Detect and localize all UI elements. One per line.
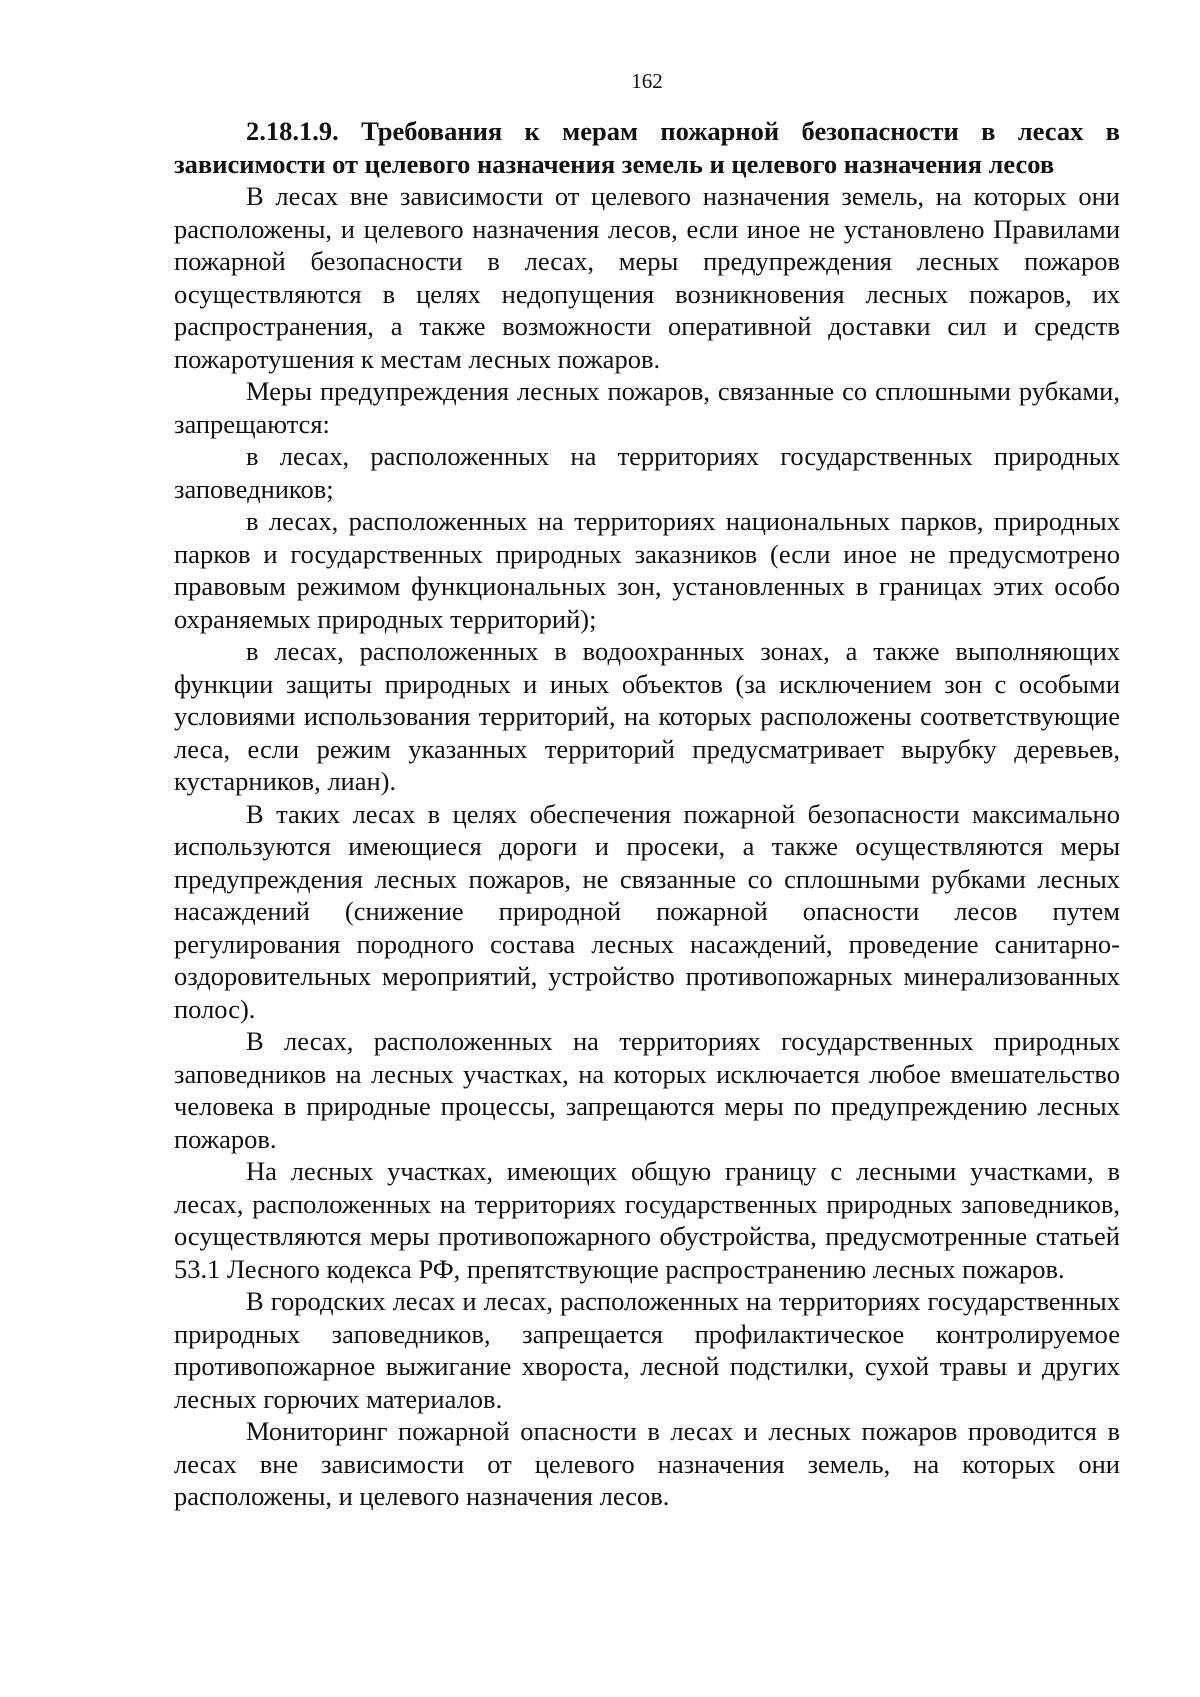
paragraph-4: В лесах, расположенных на территориях государственных природных заповедников на лесных участках, на которых исключается любое вмешательство человека в природные процессы, запрещаются меры по предупреждению лесных пожаров. [174,1026,1120,1154]
paragraph-2: Меры предупреждения лесных пожаров, связанные со сплошными рубками, запрещаются: [174,376,1120,439]
list-item-reserves: в лесах, расположенных на территориях государственных природных заповедников; [174,441,1120,504]
page-number: 162 [631,69,663,93]
section-heading: 2.18.1.9. Требования к мерам пожарной безопасности в лесах в зависимости от целевого назначения земель и целевого назначения лесов [174,116,1120,179]
paragraph-6: В городских лесах и лесах, расположенных на территориях государственных природных заповедников, запрещается профилактическое контролируемое противопожарное выжигание хвороста, лесной подстилки, сухой травы и других лесных горючих материалов. [174,1286,1120,1414]
paragraph-1: В лесах вне зависимости от целевого назначения земель, на которых они расположены, и целевого назначения лесов, если иное не установлено Правилами пожарной безопасности в лесах, меры предупреждения лесных пожаров осуществляются в целях недопущения возникновения лесных пожаров, их распространения, а также возможности оперативной доставки сил и средств пожаротушения к местам лесных пожаров. [174,181,1120,374]
document-body [174,115,1120,1513]
paragraph-7: Мониторинг пожарной опасности в лесах и лесных пожаров проводится в лесах вне зависимости от целевого назначения земель, на которых они расположены, и целевого назначения лесов. [174,1416,1120,1511]
document-page [174,0,1120,1697]
list-item-water-protection: в лесах, расположенных в водоохранных зонах, а также выполняющих функции защиты природных и иных объектов (за исключением зон с особыми условиями использования территорий, на которых расположены соответствующие леса, если режим указанных территорий предусматривает вырубку деревьев, кустарников, лиан). [174,636,1120,796]
list-item-national-parks: в лесах, расположенных на территориях национальных парков, природных парков и государственных природных заказников (если иное не предусмотрено правовым режимом функциональных зон, установленных в границах этих особо охраняемых природных территорий); [174,506,1120,634]
paragraph-3: В таких лесах в целях обеспечения пожарной безопасности максимально используются имеющиеся дороги и просеки, а также осуществляются меры предупреждения лесных пожаров, не связанные со сплошными рубками лесных насаждений (снижение природной пожарной опасности лесов путем регулирования породного состава лесных насаждений, проведение санитарно-оздоровительных мероприятий, устройство противопожарных минерализованных полос). [174,798,1120,1024]
paragraph-5: На лесных участках, имеющих общую границу с лесными участками, в лесах, расположенных на территориях государственных природных заповедников, осуществляются меры противопожарного обустройства, предусмотренные статьей 53.1 Лесного кодекса РФ, препятствующие распространению лесных пожаров. [174,1156,1120,1284]
